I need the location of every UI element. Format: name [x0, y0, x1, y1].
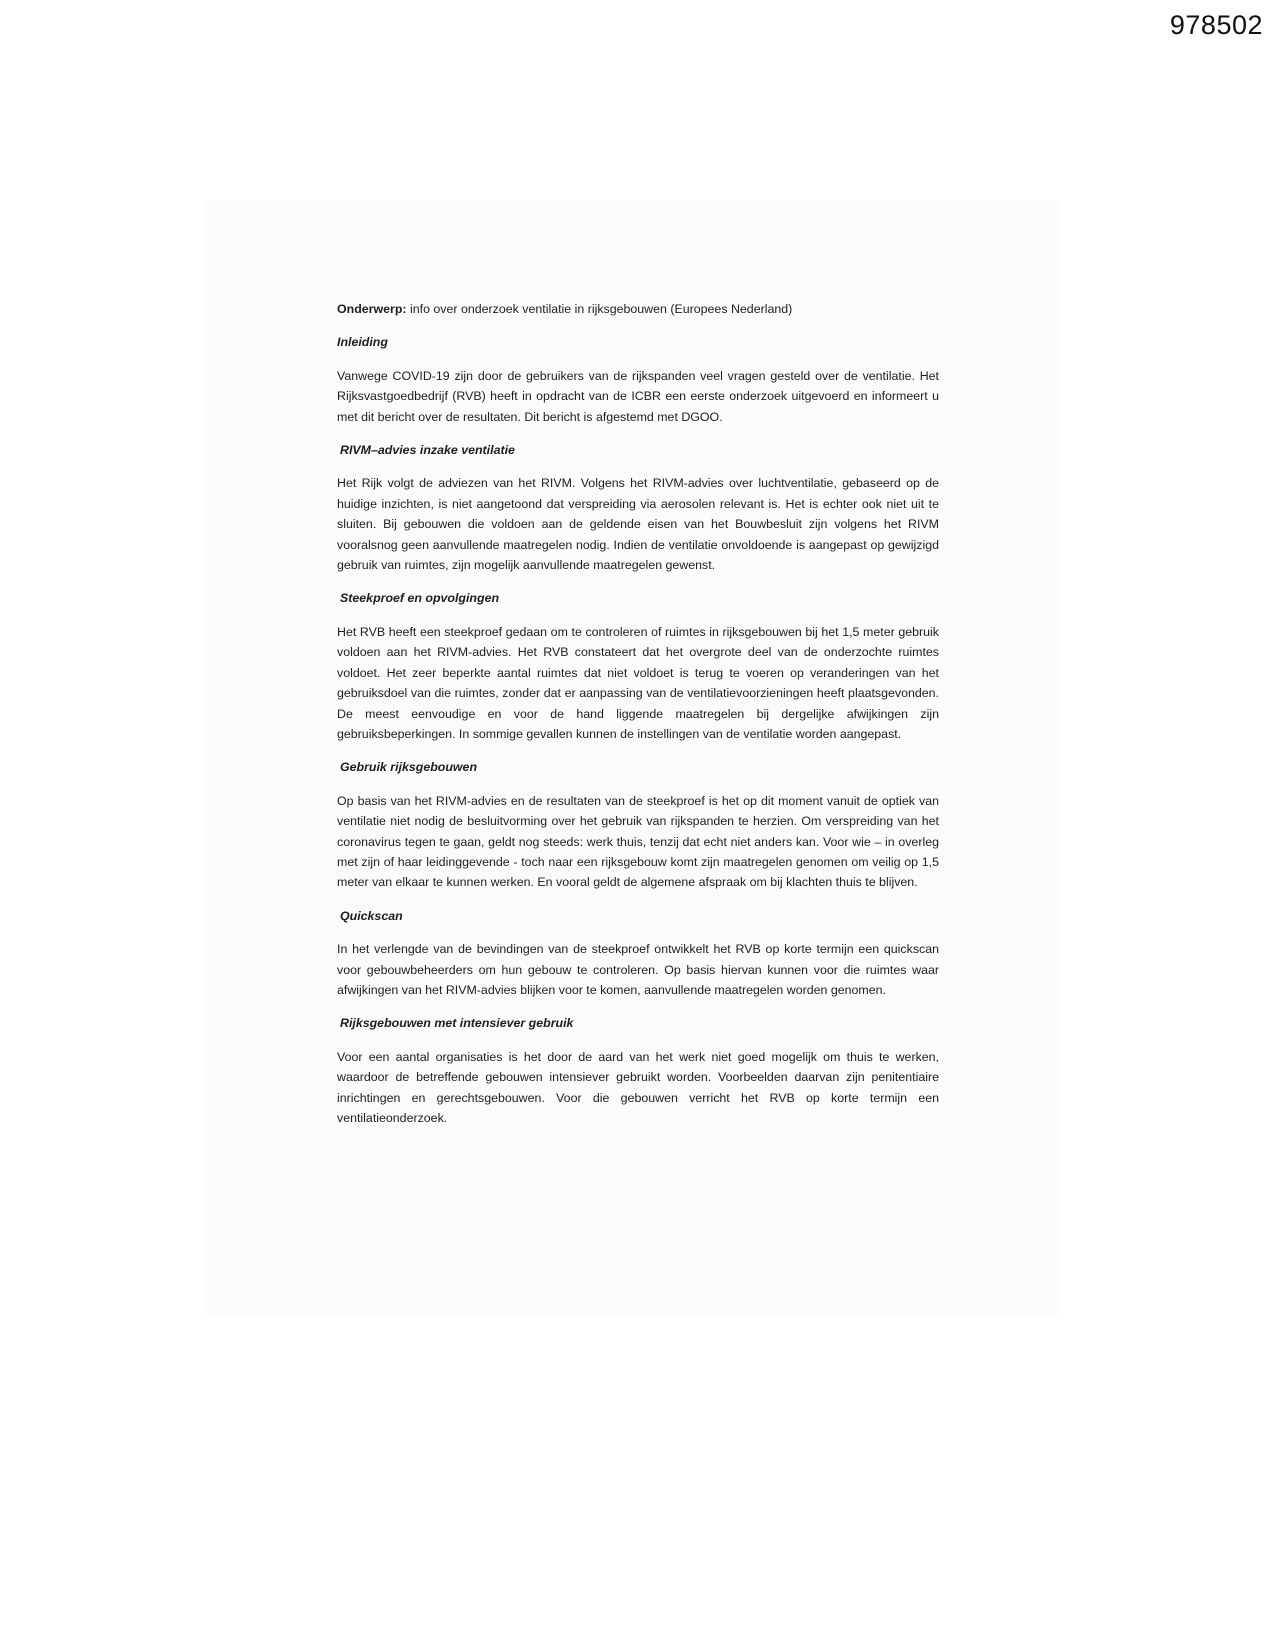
document-body: [337, 299, 939, 1141]
section-heading: Gebruik rijksgebouwen: [340, 760, 478, 775]
section-heading: Rijksgebouwen met intensiever gebruik: [340, 1016, 574, 1031]
section-gebruik-rijksgebouwen: [337, 757, 939, 892]
section-paragraph: In het verlengde van de bevindingen van de steekproef ontwikkelt het RVB op korte termijn een quickscan voor gebouwbeheerders om hun gebouw te controleren. Op basis hiervan kunnen voor die ruimtes waar afwijkingen van het RIVM-advies blijken voor te komen, aanvullende maatregelen worden genomen.: [337, 942, 939, 997]
section-steekproef: [337, 588, 939, 744]
section-rivm-advies: [337, 440, 939, 575]
section-heading: Inleiding: [337, 335, 388, 350]
subject-line: [337, 299, 939, 319]
section-heading: Steekproef en opvolgingen: [340, 591, 500, 606]
section-heading: RIVM–advies inzake ventilatie: [340, 443, 515, 458]
section-paragraph: Voor een aantal organisaties is het door de aard van het werk niet goed mogelijk om thuis te werken, waardoor de betreffende gebouwen intensiever gebruikt worden. Voorbeelden daarvan zijn penitentiaire inrichtingen en gerechtsgebouwen. Voor die gebouwen verricht het RVB op korte termijn een ventilatieonderzoek.: [337, 1049, 939, 1125]
section-quickscan: [337, 906, 939, 1001]
section-inleiding: [337, 332, 939, 427]
section-paragraph: Het RVB heeft een steekproef gedaan om te controleren of ruimtes in rijksgebouwen bij het 1,5 meter gebruik voldoen aan het RIVM-advies. Het RVB constateert dat het overgrote deel van de onderzochte ruimtes voldoet. Het zeer beperkte aantal ruimtes dat niet voldoet is terug te voeren op veranderingen van het gebruiksdoel van die ruimtes, zonder dat er aanpassing van de ventilatievoorzieningen heeft plaatsgevonden. De meest eenvoudige en voor de hand liggende maatregelen bij dergelijke afwijkingen zijn gebruiksbeperkingen. In sommige gevallen kunnen de instellingen van de ventilatie worden aangepast.: [337, 624, 939, 741]
section-paragraph: Het Rijk volgt de adviezen van het RIVM. Volgens het RIVM-advies over luchtventilatie, gebaseerd op de huidige inzichten, is niet aangetoond dat verspreiding via aerosolen relevant is. Het is echter ook niet uit te sluiten. Bij gebouwen die voldoen aan de geldende eisen van het Bouwbesluit zijn volgens het RIVM vooralsnog geen aanvullende maatregelen nodig. Indien de ventilatie onvoldoende is aangepast op gewijzigd gebruik van ruimtes, zijn mogelijk aanvullende maatregelen gewenst.: [337, 476, 939, 573]
document-number: 978502: [1169, 10, 1263, 40]
subject-label: Onderwerp:: [337, 302, 407, 316]
section-paragraph: Vanwege COVID-19 zijn door de gebruikers van de rijkspanden veel vragen gesteld over de ventilatie. Het Rijksvastgoedbedrijf (RVB) heeft in opdracht van de ICBR een eerste onderzoek uitgevoerd en informeert u met dit bericht over de resultaten. Dit bericht is afgestemd met DGOO.: [337, 368, 939, 424]
section-paragraph: Op basis van het RIVM-advies en de resultaten van de steekproef is het op dit moment vanuit de optiek van ventilatie niet nodig de besluitvorming over het gebruik van rijkspanden te herzien. Om verspreiding van het coronavirus tegen te gaan, geldt nog steeds: werk thuis, tenzij dat echt niet anders kan. Voor wie – in overleg met zijn of haar leidinggevende - toch naar een rijksgebouw komt zijn maatregelen genomen om veilig op 1,5 meter van elkaar te kunnen werken. En vooral geldt de algemene afspraak om bij klachten thuis te blijven.: [337, 793, 939, 890]
section-intensiever-gebruik: [337, 1013, 939, 1128]
section-heading: Quickscan: [340, 908, 403, 923]
subject-text: info over onderzoek ventilatie in rijksgebouwen (Europees Nederland): [410, 302, 793, 316]
